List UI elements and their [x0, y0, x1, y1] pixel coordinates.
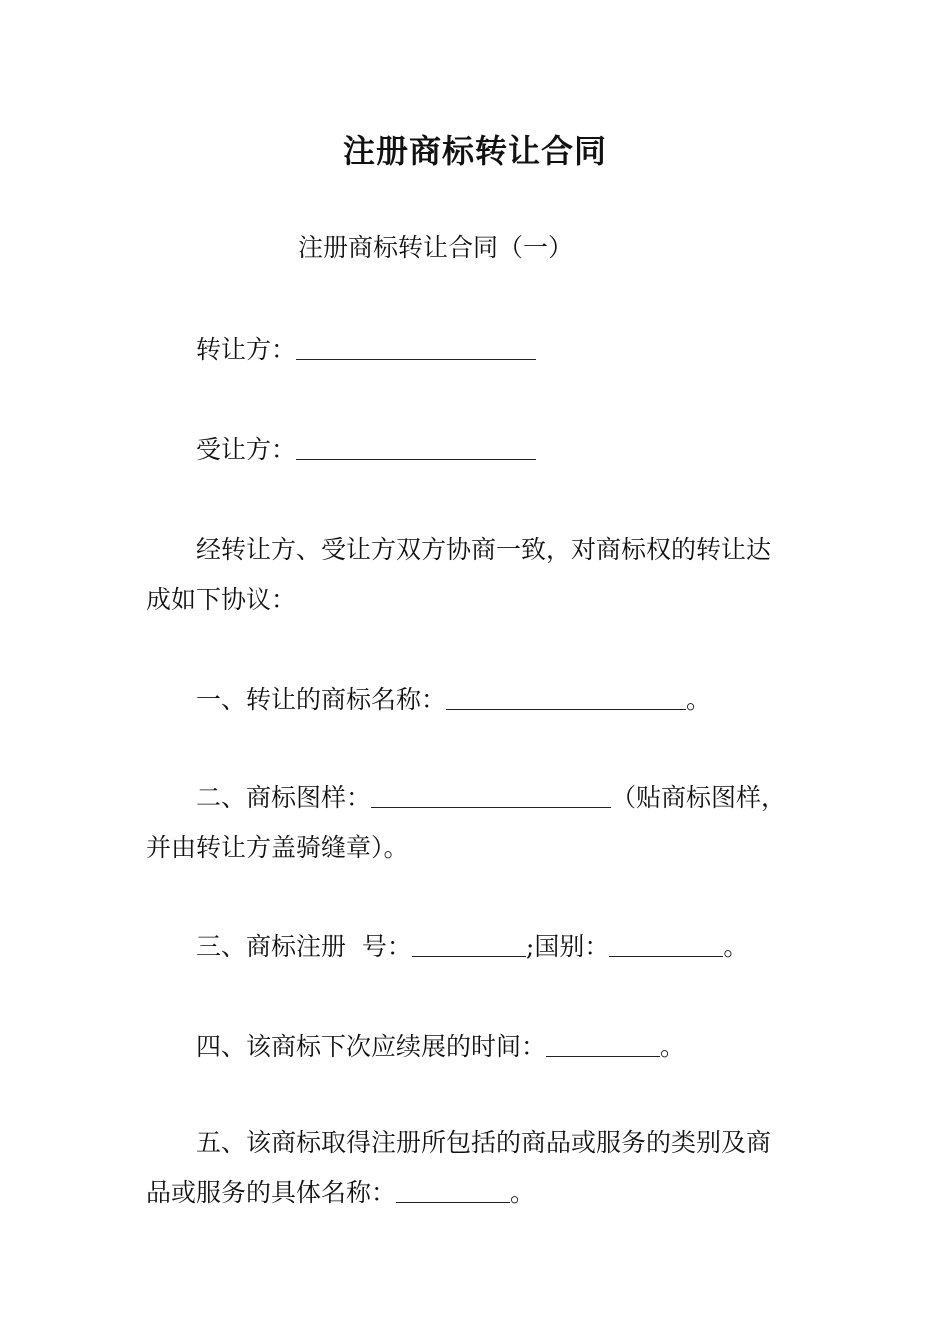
item-1-label: 一、转让的商标名称：	[196, 685, 447, 714]
item-4-end: 。	[660, 1032, 686, 1061]
transferee-blank	[296, 429, 536, 460]
transferor-label: 转让方：	[196, 335, 297, 364]
document-title: 注册商标转让合同	[342, 132, 607, 170]
item-3-reg-blank	[412, 926, 526, 957]
item-1-end: 。	[686, 685, 712, 714]
item-3-end: 。	[723, 932, 749, 961]
transferor-blank	[296, 329, 536, 360]
intro-line-2: 成如下协议：	[146, 585, 297, 614]
item-5-label: 品或服务的具体名称：	[146, 1178, 397, 1207]
item-2-tail: （贴商标图样，	[611, 783, 787, 812]
item-4-blank	[546, 1026, 660, 1057]
item-3-line	[196, 921, 748, 973]
item-4-line	[196, 1021, 685, 1073]
item-1-blank	[446, 679, 686, 710]
document-subtitle: 注册商标转让合同（一）	[298, 233, 574, 262]
item-1-line	[196, 674, 711, 726]
transferor-line	[196, 324, 536, 376]
item-3-mid: ;国别：	[525, 932, 610, 961]
item-5-end: 。	[510, 1178, 536, 1207]
item-5-line-2	[146, 1167, 535, 1219]
transferee-label: 受让方：	[196, 435, 297, 464]
item-5-line-1: 五、该商标取得注册所包括的商品或服务的类别及商	[196, 1128, 772, 1157]
item-3-country-blank	[609, 926, 723, 957]
intro-line-1: 经转让方、受让方双方协商一致，对商标权的转让达	[196, 535, 772, 564]
item-2-blank	[371, 777, 611, 808]
item-4-label: 四、该商标下次应续展的时间：	[196, 1032, 547, 1061]
item-5-blank	[396, 1172, 510, 1203]
transferee-line	[196, 424, 536, 476]
item-2-label: 二、商标图样：	[196, 783, 372, 812]
item-3-label: 三、商标注册 号：	[196, 932, 412, 961]
item-2-line-2: 并由转让方盖骑缝章）。	[146, 833, 409, 862]
item-2-line	[196, 772, 786, 824]
